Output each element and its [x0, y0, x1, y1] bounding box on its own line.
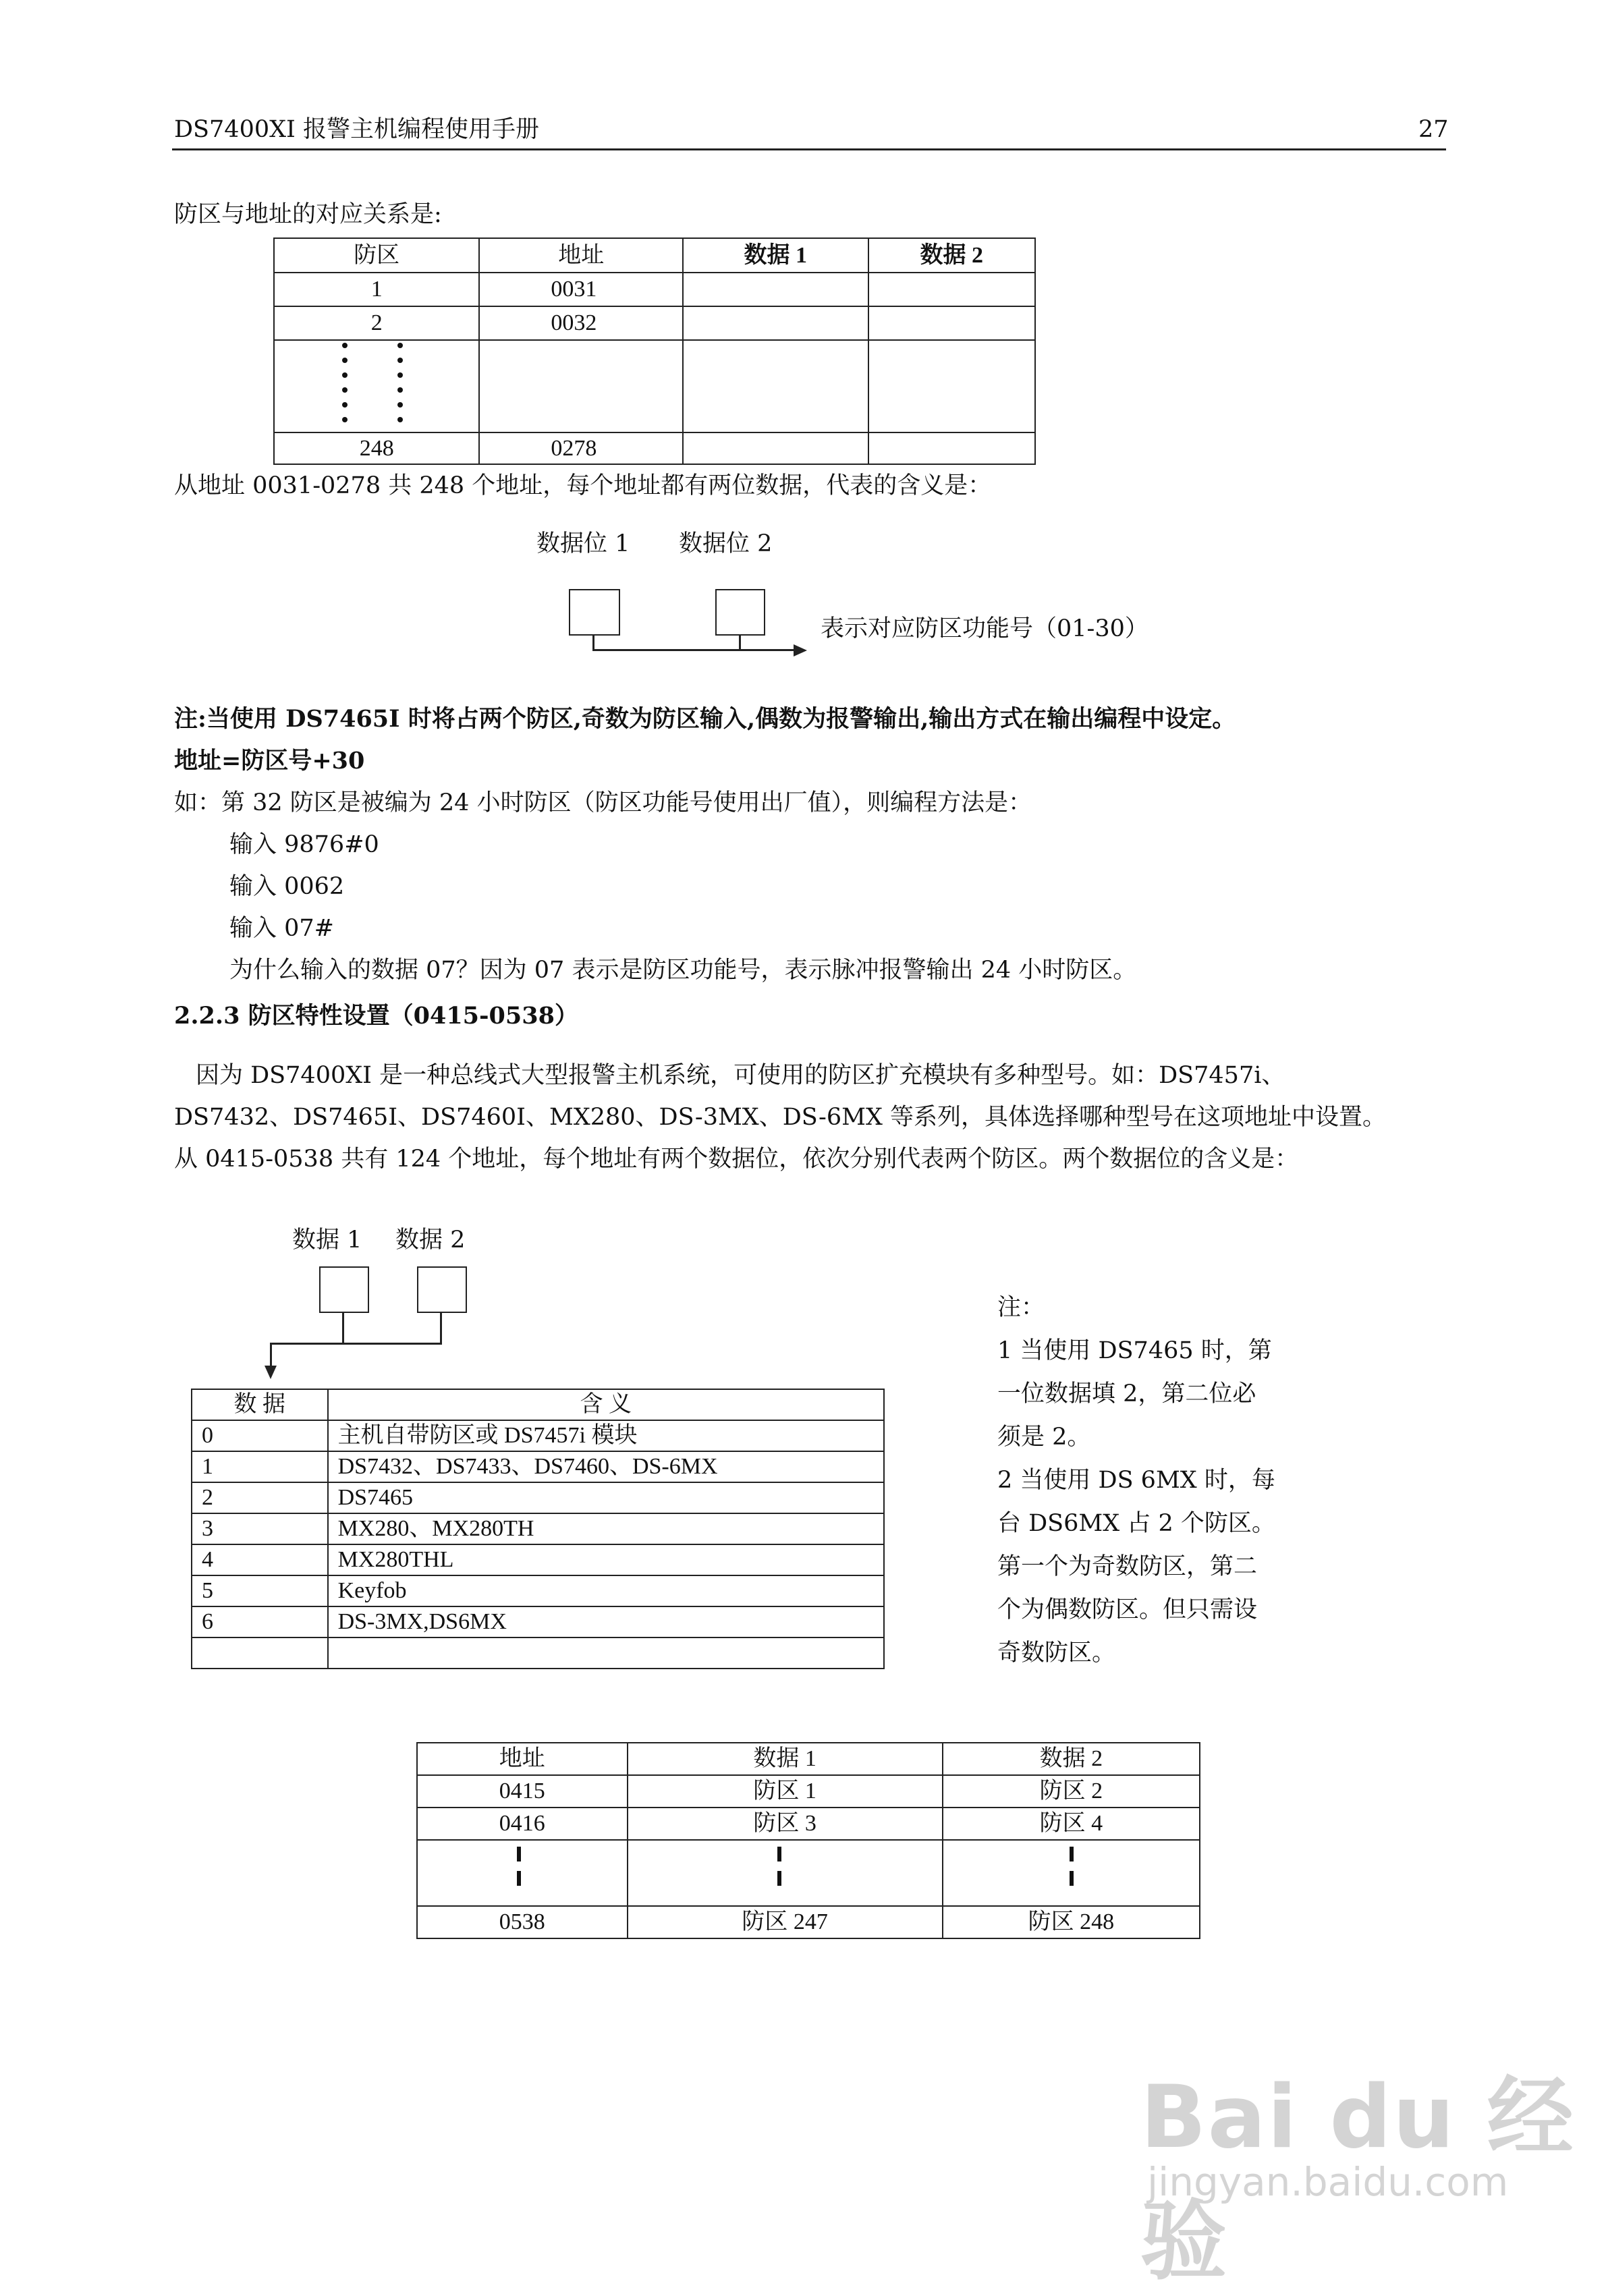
- table-cell: [328, 1637, 884, 1669]
- table-cell: 0: [192, 1420, 328, 1451]
- col-header: 数据 1: [628, 1743, 943, 1775]
- table-cell: [868, 340, 1036, 432]
- note-bold: 注:当使用 DS7465I 时将占两个防区,奇数为防区输入,偶数为报警输出,输出方式在输出编程中设定。: [174, 705, 1236, 733]
- table-cell: 防区 4: [943, 1808, 1200, 1840]
- table-cell: 防区 247: [628, 1906, 943, 1938]
- table-cell: 主机自带防区或 DS7457i 模块: [328, 1420, 884, 1451]
- table-header-row: [192, 1389, 884, 1420]
- col-header: 数据 2: [868, 238, 1036, 273]
- arrow-head-icon: [794, 644, 807, 656]
- table-cell: [868, 273, 1036, 306]
- table-cell: 0538: [417, 1906, 628, 1938]
- example-step: 输入 9876#0: [229, 831, 379, 858]
- table-cell: 0415: [417, 1775, 628, 1808]
- table-cell: 0032: [479, 306, 683, 340]
- zone-address-intro: 防区与地址的对应关系是:: [174, 201, 442, 228]
- diagram1-label-2: 数据位 2: [679, 530, 773, 557]
- table-row: [417, 1775, 1200, 1808]
- ellipsis-dashes: [777, 1847, 783, 1895]
- table-row: [274, 273, 1035, 306]
- ellipsis-dots: [397, 343, 403, 432]
- table-cell: 6: [192, 1606, 328, 1637]
- example-explain: 为什么输入的数据 07？因为 07 表示是防区功能号，表示脉冲报警输出 24 小时防区。: [229, 957, 1137, 984]
- zone-address-table: [273, 237, 1036, 465]
- col-header: 防区: [274, 238, 479, 273]
- table-cell: DS7432、DS7433、DS7460、DS-6MX: [328, 1451, 884, 1482]
- table-cell: DS-3MX,DS6MX: [328, 1606, 884, 1637]
- example-step: 输入 0062: [229, 873, 345, 900]
- side-note-line: 奇数防区。: [997, 1640, 1116, 1667]
- table-cell: 防区 248: [943, 1906, 1200, 1938]
- side-note-line: 第一个为奇数防区，第二: [997, 1553, 1258, 1580]
- table-row-ellipsis: [274, 340, 1035, 432]
- col-header: 含 义: [328, 1389, 884, 1420]
- zone-address-summary: 从地址 0031-0278 共 248 个地址，每个地址都有两位数据，代表的含义是：: [174, 472, 992, 499]
- table-cell: 0278: [479, 432, 683, 464]
- connector-line: [342, 1312, 344, 1344]
- table-row-ellipsis: [417, 1840, 1200, 1906]
- table-cell: 2: [192, 1482, 328, 1513]
- table-row: [192, 1606, 884, 1637]
- col-header: 数据 2: [943, 1743, 1200, 1775]
- table-cell: 2: [274, 306, 479, 340]
- table-row: [192, 1482, 884, 1513]
- table-row: [192, 1544, 884, 1575]
- section-paragraph-line: 因为 DS7400XI 是一种总线式大型报警主机系统，可使用的防区扩充模块有多种型号。如：DS7457i、: [196, 1062, 1285, 1089]
- col-header: 地址: [479, 238, 683, 273]
- col-header: 数 据: [192, 1389, 328, 1420]
- table-row: [192, 1513, 884, 1544]
- table-cell: [868, 432, 1036, 464]
- side-note-line: 2 当使用 DS 6MX 时，每: [997, 1467, 1275, 1494]
- table-cell: MX280、MX280TH: [328, 1513, 884, 1544]
- section-heading: 2.2.3 防区特性设置（0415-0538）: [174, 1002, 578, 1030]
- data-box-1: [319, 1266, 369, 1313]
- table-row: [417, 1906, 1200, 1938]
- diagram2-label-2: 数据 2: [395, 1227, 466, 1254]
- table-cell: 1: [192, 1451, 328, 1482]
- section-paragraph-line: DS7432、DS7465I、DS7460I、MX280、DS-3MX、DS-6MX 等系列，具体选择哪种型号在这项地址中设置。: [174, 1104, 1387, 1131]
- side-note-line: 1 当使用 DS7465 时，第: [997, 1337, 1272, 1364]
- table-row: [417, 1808, 1200, 1840]
- side-note-line: 注：: [997, 1294, 1045, 1321]
- table-cell: [628, 1840, 943, 1906]
- table-cell: [683, 306, 868, 340]
- data-box-2: [417, 1266, 467, 1313]
- table-cell: 248: [274, 432, 479, 464]
- table-cell: 5: [192, 1575, 328, 1606]
- table-cell: DS7465: [328, 1482, 884, 1513]
- formula: 地址=防区号+30: [174, 747, 365, 775]
- header-rule: [172, 148, 1446, 150]
- table-cell: 3: [192, 1513, 328, 1544]
- connector-line: [739, 634, 741, 650]
- table-cell: MX280THL: [328, 1544, 884, 1575]
- section-paragraph-line: 从 0415-0538 共有 124 个地址，每个地址有两个数据位，依次分别代表两个防区。两个数据位的含义是：: [174, 1146, 1299, 1173]
- table-cell: 1: [274, 273, 479, 306]
- table-cell: [274, 340, 479, 432]
- side-note-line: 台 DS6MX 占 2 个防区。: [997, 1510, 1275, 1537]
- table-cell: 防区 1: [628, 1775, 943, 1808]
- col-header: 数据 1: [683, 238, 868, 273]
- table-header-row: [417, 1743, 1200, 1775]
- table-cell: [683, 432, 868, 464]
- table-cell: [479, 340, 683, 432]
- watermark-logo: Bai du 经验: [1140, 2067, 1575, 2292]
- table-row: [192, 1420, 884, 1451]
- example-intro: 如：第 32 防区是被编为 24 小时防区（防区功能号使用出厂值），则编程方法是：: [174, 789, 1032, 816]
- address-table: [416, 1742, 1200, 1939]
- table-cell: [683, 340, 868, 432]
- side-note: [997, 1286, 1275, 1675]
- table-cell: 防区 3: [628, 1808, 943, 1840]
- diagram1-arrow-text: 表示对应防区功能号（01-30）: [821, 615, 1148, 642]
- connector-line: [440, 1312, 442, 1344]
- ellipsis-dashes: [1070, 1847, 1075, 1895]
- side-note-line: 须是 2。: [997, 1424, 1091, 1451]
- table-cell: 0416: [417, 1808, 628, 1840]
- connector-line: [592, 634, 594, 650]
- data-bit-box-2: [715, 589, 765, 636]
- table-cell: Keyfob: [328, 1575, 884, 1606]
- table-row-empty: [192, 1637, 884, 1669]
- table-cell: 防区 2: [943, 1775, 1200, 1808]
- table-row: [192, 1451, 884, 1482]
- diagram1-label-1: 数据位 1: [536, 530, 630, 557]
- data-bit-box-1: [569, 589, 620, 636]
- data-meaning-table: [191, 1389, 885, 1669]
- watermark-url: jingyan.baidu.com: [1147, 2159, 1509, 2205]
- col-header: 地址: [417, 1743, 628, 1775]
- table-row: [192, 1575, 884, 1606]
- side-note-line: 个为偶数防区。但只需设: [997, 1596, 1258, 1623]
- table-cell: [683, 273, 868, 306]
- page-number: 27: [1418, 116, 1449, 143]
- header-title: DS7400XI 报警主机编程使用手册: [174, 116, 539, 143]
- table-header-row: [274, 238, 1035, 273]
- arrow-line: [270, 1343, 272, 1368]
- side-note-line: 一位数据填 2，第二位必: [997, 1380, 1256, 1407]
- table-cell: 0031: [479, 273, 683, 306]
- arrow-down-icon: [265, 1366, 277, 1379]
- example-step: 输入 07#: [229, 915, 334, 942]
- table-cell: [868, 306, 1036, 340]
- ellipsis-dots: [342, 343, 348, 432]
- arrow-line: [592, 649, 795, 651]
- table-cell: 4: [192, 1544, 328, 1575]
- table-cell: [192, 1637, 328, 1669]
- diagram2-label-1: 数据 1: [292, 1227, 362, 1254]
- table-row: [274, 432, 1035, 464]
- ellipsis-dashes: [517, 1847, 522, 1895]
- connector-line: [270, 1343, 442, 1345]
- table-row: [274, 306, 1035, 340]
